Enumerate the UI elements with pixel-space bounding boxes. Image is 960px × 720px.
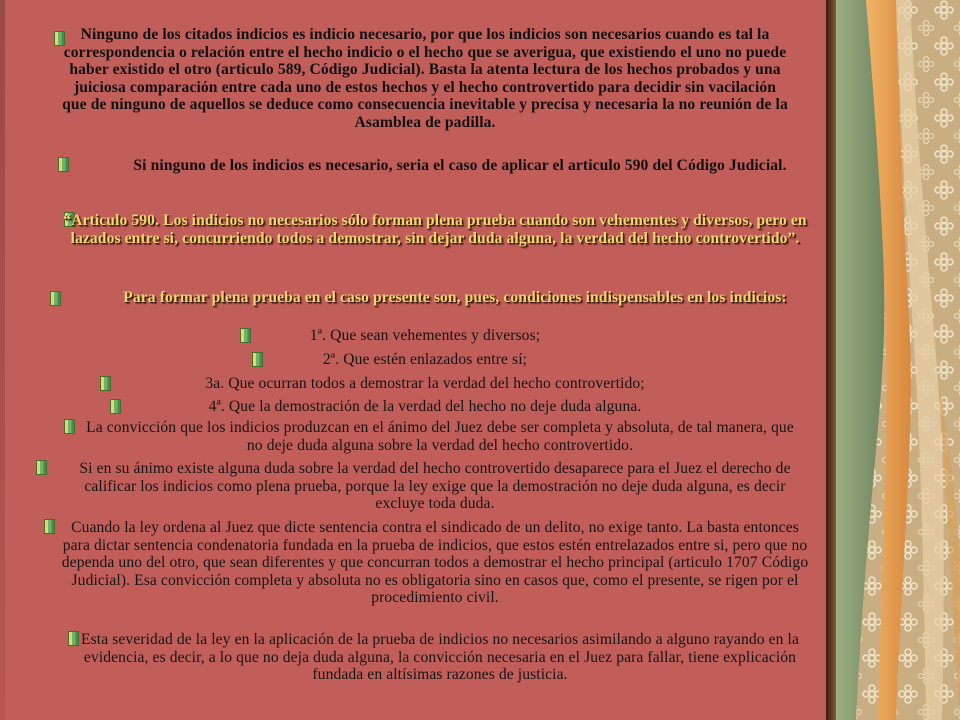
paragraph-conviction: La convicción que los indicios produzcan en el ánimo del Juez debe ser completa y absoluta, de tal manera, que no deje duda alguna sobre la verdad del hecho controvertido.	[86, 419, 794, 454]
condition-3: 3a. Que ocurran todos a demostrar la verdad del hecho controvertido;	[205, 375, 645, 392]
bullet-icon	[58, 157, 69, 172]
bullet-icon	[36, 460, 47, 475]
paragraph-severity: Esta severidad de la ley en la aplicación de la prueba de indicios no necesarios asimilando a alguno rayando en la evidencia, es decir, a lo que no deja duda alguna, la convicción necesaria en el Juez para fallar, tiene explicación fundada en altísimas razones de justicia.	[80, 631, 800, 684]
paragraph-1: Ninguno de los citados indicios es indicio necesario, por que los indicios son necesarios cuando es tal la correspondencia o relación entre el hecho indicio o el hecho que se averigua, que existiendo el uno no puede haber existido el otro (articulo 589, Código Judicial). Basta la atenta lectura de los hechos probados y una juiciosa comparación entre cada uno de estos hechos y el hecho controvertido para decidir sin vacilación que de ninguno de aquellos se deduce como consecuencia inevitable y precisa y necesaria la no reunión de la Asamblea de padilla.	[62, 26, 788, 131]
paragraph-4-quote: Para formar plena prueba en el caso presente son, pues, condiciones indispensables en los indicios:	[123, 289, 787, 306]
bullet-icon	[64, 419, 75, 434]
bullet-icon	[68, 631, 79, 646]
paragraph-doubt: Si en su ánimo existe alguna duda sobre la verdad del hecho controvertido desaparece para el Juez el derecho de calificar los indicios como plena prueba, porque la ley exige que la demostración no deje duda alguna, es decir excluye toda duda.	[79, 460, 791, 513]
condition-2: 2ª. Que estén enlazados entre sí;	[322, 351, 528, 368]
paragraph-2: Si ninguno de los indicios es necesario, seria el caso de aplicar el articulo 590 del Código Judicial.	[133, 157, 787, 174]
floral-ribbon-decoration	[826, 0, 960, 720]
bullet-icon	[50, 291, 61, 306]
condition-4: 4ª. Que la demostración de la verdad del hecho no deje duda alguna.	[208, 398, 642, 415]
condition-1: 1ª. Que sean vehementes y diversos;	[309, 327, 541, 344]
paragraph-3-quote: “Articulo 590. Los indicios no necesarios sólo forman plena prueba cuando son vehementes y diversos, pero en lazados entre si, concurriendo todos a demostrar, sin dejar duda alguna, la verdad del hecho controvertido”.	[63, 212, 807, 247]
decor-art	[826, 0, 960, 720]
paragraph-sentence: Cuando la ley ordena al Juez que dicte sentencia contra el sindicado de un delito, no exige tanto. La basta entonces para dictar sentencia condenatoria fundada en la prueba de indicios, que estos estén entrelazados entre si, pero que no dependa uno del otro, que sean diferentes y que concurran todos a demostrar el hecho principal (articulo 1707 Código Judicial). Esa convicción completa y absoluta no es obligatoria sino en casos que, como el presente, se rigen por el procedimiento civil.	[61, 519, 809, 607]
bullet-icon	[44, 519, 55, 534]
